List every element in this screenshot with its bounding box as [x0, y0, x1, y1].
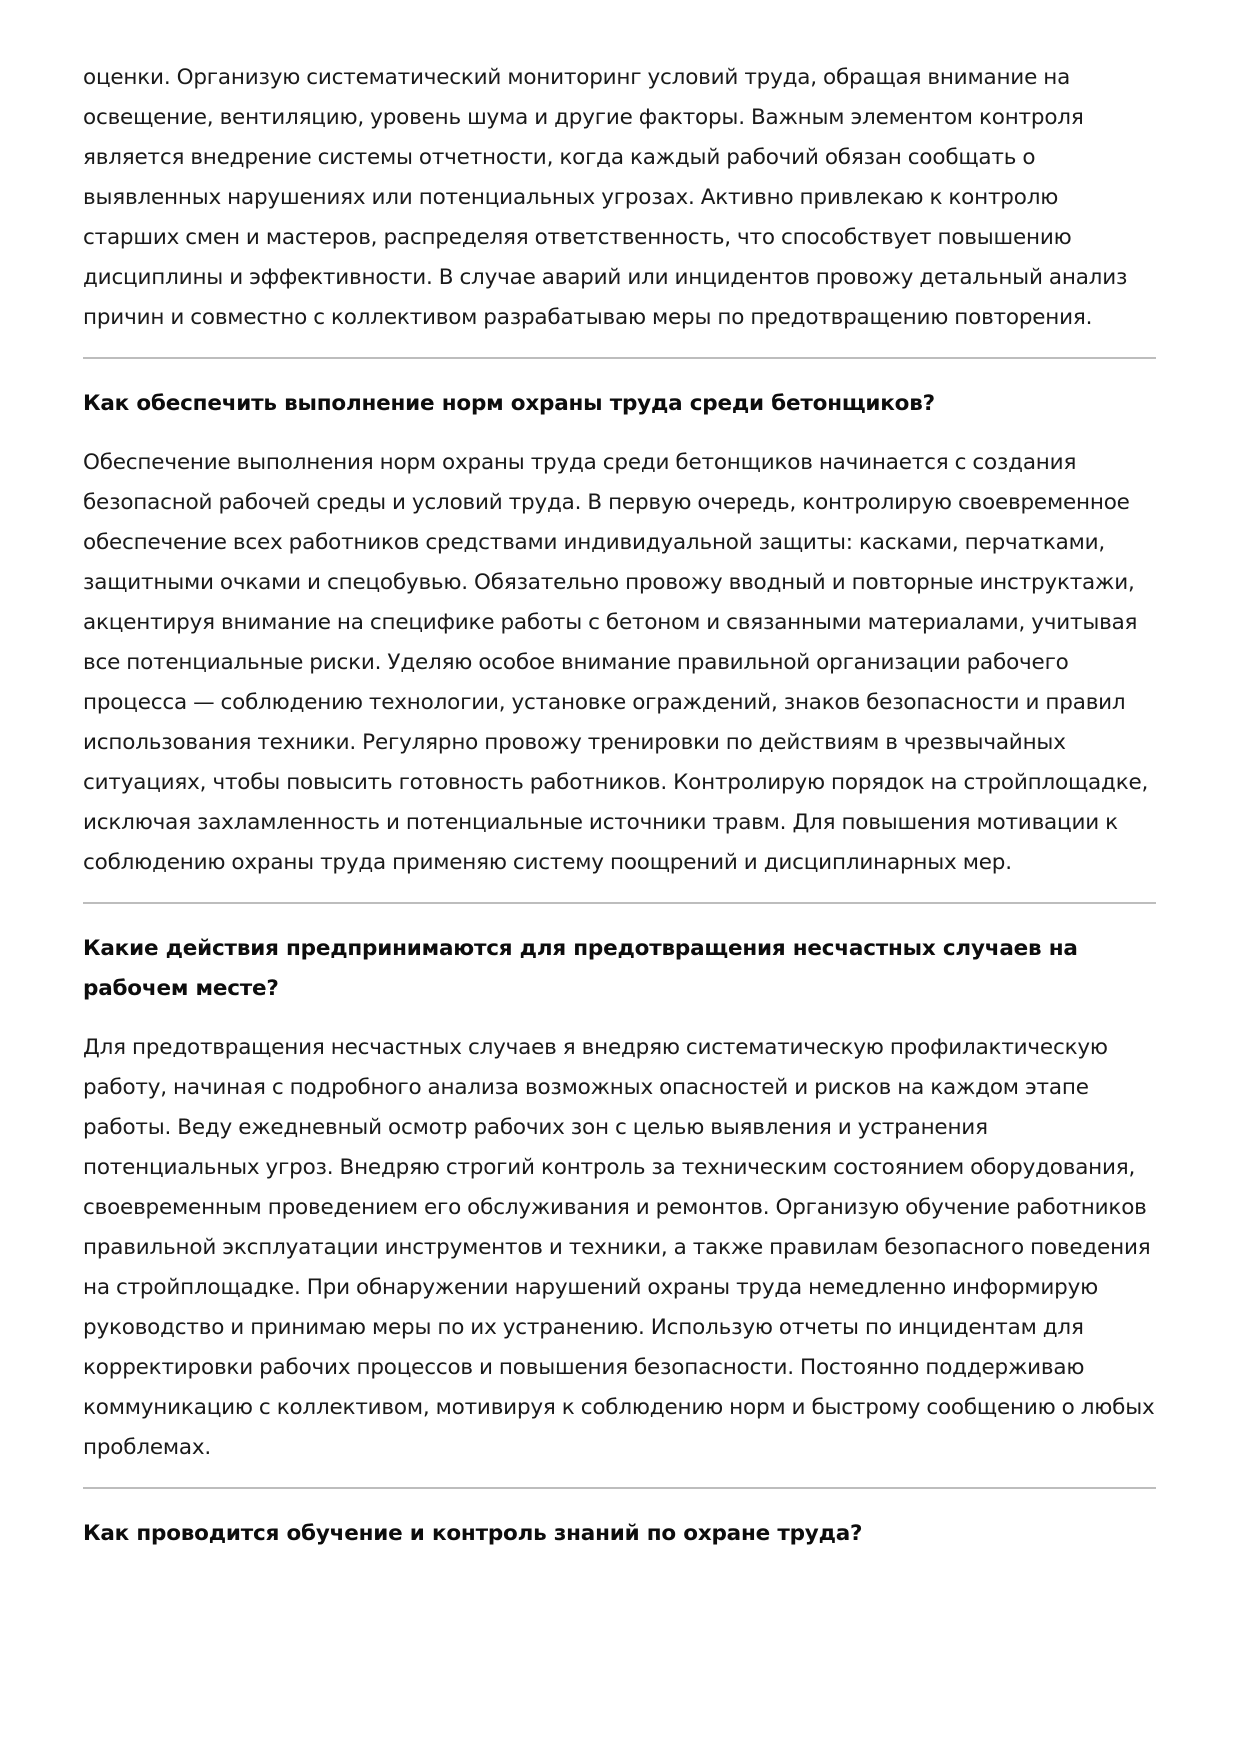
section-question: Какие действия предпринимаются для предотвращения несчастных случаев на рабочем месте?	[83, 936, 1078, 1001]
qa-section-training	[83, 1514, 1156, 1554]
qa-section-concrete-workers	[83, 384, 1156, 883]
section-question: Как обеспечить выполнение норм охраны труда среди бетонщиков?	[83, 391, 935, 416]
section-answer: Обеспечение выполнения норм охраны труда среди бетонщиков начинается с создания безопасной рабочей среды и условий труда. В первую очередь, контролирую своевременное обеспечение всех работников средствами индивидуальной защиты: касками, перчатками, защитными очками и спецобувью. Обязательно провожу вводный и повторные инструктажи, акцентируя внимание на специфике работы с бетоном и связанными материалами, учитывая все потенциальные риски. Уделяю особое внимание правильной организации рабочего процесса — соблюдению технологии, установке ограждений, знаков безопасности и правил использования техники. Регулярно провожу тренировки по действиям в чрезвычайных ситуациях, чтобы повысить готовность работников. Контролирую порядок на стройплощадке, исключая захламленность и потенциальные источники травм. Для повышения мотивации к соблюдению охраны труда применяю систему поощрений и дисциплинарных мер.	[83, 450, 1149, 875]
section-divider	[83, 357, 1156, 359]
section-divider	[83, 902, 1156, 904]
section-question: Как проводится обучение и контроль знаний по охране труда?	[83, 1521, 863, 1546]
section-divider	[83, 1487, 1156, 1489]
qa-section-accident-prevention	[83, 929, 1156, 1468]
section-answer: Для предотвращения несчастных случаев я внедряю систематическую профилактическую работу, начиная с подробного анализа возможных опасностей и рисков на каждом этапе работы. Веду ежедневный осмотр рабочих зон с целью выявления и устранения потенциальных угроз. Внедряю строгий контроль за техническим состоянием оборудования, своевременным проведением его обслуживания и ремонтов. Организую обучение работников правильной эксплуатации инструментов и техники, а также правилам безопасного поведения на стройплощадке. При обнаружении нарушений охраны труда немедленно информирую руководство и принимаю меры по их устранению. Использую отчеты по инцидентам для корректировки рабочих процессов и повышения безопасности. Постоянно поддерживаю коммуникацию с коллективом, мотивируя к соблюдению норм и быстрому сообщению о любых проблемах.	[83, 1035, 1155, 1460]
intro-paragraph: оценки. Организую систематический мониторинг условий труда, обращая внимание на освещение, вентиляцию, уровень шума и другие факторы. Важным элементом контроля является внедрение системы отчетности, когда каждый рабочий обязан сообщать о выявленных нарушениях или потенциальных угрозах. Активно привлекаю к контролю старших смен и мастеров, распределяя ответственность, что способствует повышению дисциплины и эффективности. В случае аварий или инцидентов провожу детальный анализ причин и совместно с коллективом разрабатываю меры по предотвращению повторения.	[83, 65, 1128, 330]
document-page	[83, 58, 1156, 1573]
